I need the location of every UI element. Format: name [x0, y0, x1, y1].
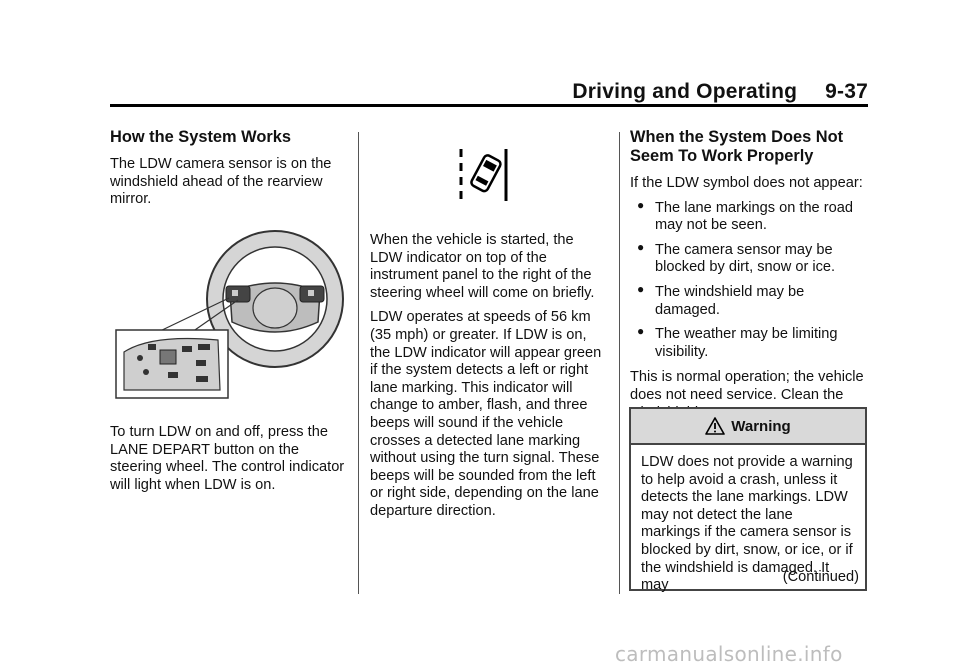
steering-wheel-illustration — [112, 222, 352, 402]
watermark: carmanualsonline.info — [615, 642, 843, 666]
list-item: ● The lane markings on the road may not be seen. — [637, 197, 853, 234]
column-divider-2 — [619, 132, 620, 594]
column-divider-1 — [358, 132, 359, 594]
column-1 — [110, 128, 350, 216]
section-title: Driving and Operating — [572, 80, 798, 103]
page-header — [572, 80, 868, 104]
ldw-symbol-icon — [455, 147, 515, 203]
col2-para2: LDW operates at speeds of 56 km (35 mph) or greater. If LDW is on, the LDW indicator will appear green if the system detects a left or right lane marking. This indicator will change to amber, flash, and three beeps will sound if the vehicle crosses a detected lane marking without using the turn signal. These beeps will be sounded from the left or right side, depending on the lane departure direction. — [370, 309, 602, 519]
column-3 — [630, 128, 868, 429]
col1-para1: The LDW camera sensor is on the windshield ahead of the rearview mirror. — [110, 156, 332, 208]
warning-body: LDW does not provide a warning to help avoid a crash, unless it detects the lane markings. LDW may not detect the lane markings if the camera sensor is blocked by dirt, snow, or ice, or if the windshield is damaged. It may — [641, 454, 853, 594]
warning-triangle-icon — [705, 417, 725, 435]
column-1-lower — [110, 424, 350, 501]
warning-title: Warning — [731, 417, 791, 435]
col3-heading: When the System Does Not Seem To Work Properly — [630, 128, 844, 165]
list-item: ● The windshield may be damaged. — [637, 281, 805, 318]
list-item: ● The camera sensor may be blocked by dirt, snow or ice. — [637, 239, 836, 276]
col3-bullet-list — [630, 197, 868, 362]
col3-intro: If the LDW symbol does not appear: — [630, 175, 863, 191]
continued-label: (Continued) — [782, 569, 859, 585]
col1-heading: How the System Works — [110, 128, 291, 146]
header-rule — [110, 104, 868, 107]
warning-box — [629, 407, 867, 594]
list-item: ● The weather may be limiting visibility. — [637, 324, 838, 360]
col2-para1: When the vehicle is started, the LDW indicator on top of the instrument panel to the right of the steering wheel will come on briefly. — [370, 232, 595, 301]
column-2 — [370, 232, 610, 528]
page-number: 9-37 — [825, 80, 868, 103]
col1-para2: To turn LDW on and off, press the LANE DEPART button on the steering wheel. The control indicator will light when LDW is on. — [110, 424, 345, 493]
warning-header — [631, 409, 865, 445]
col3-closing: This is normal operation; the vehicle does not need service. Clean the — [630, 369, 864, 403]
